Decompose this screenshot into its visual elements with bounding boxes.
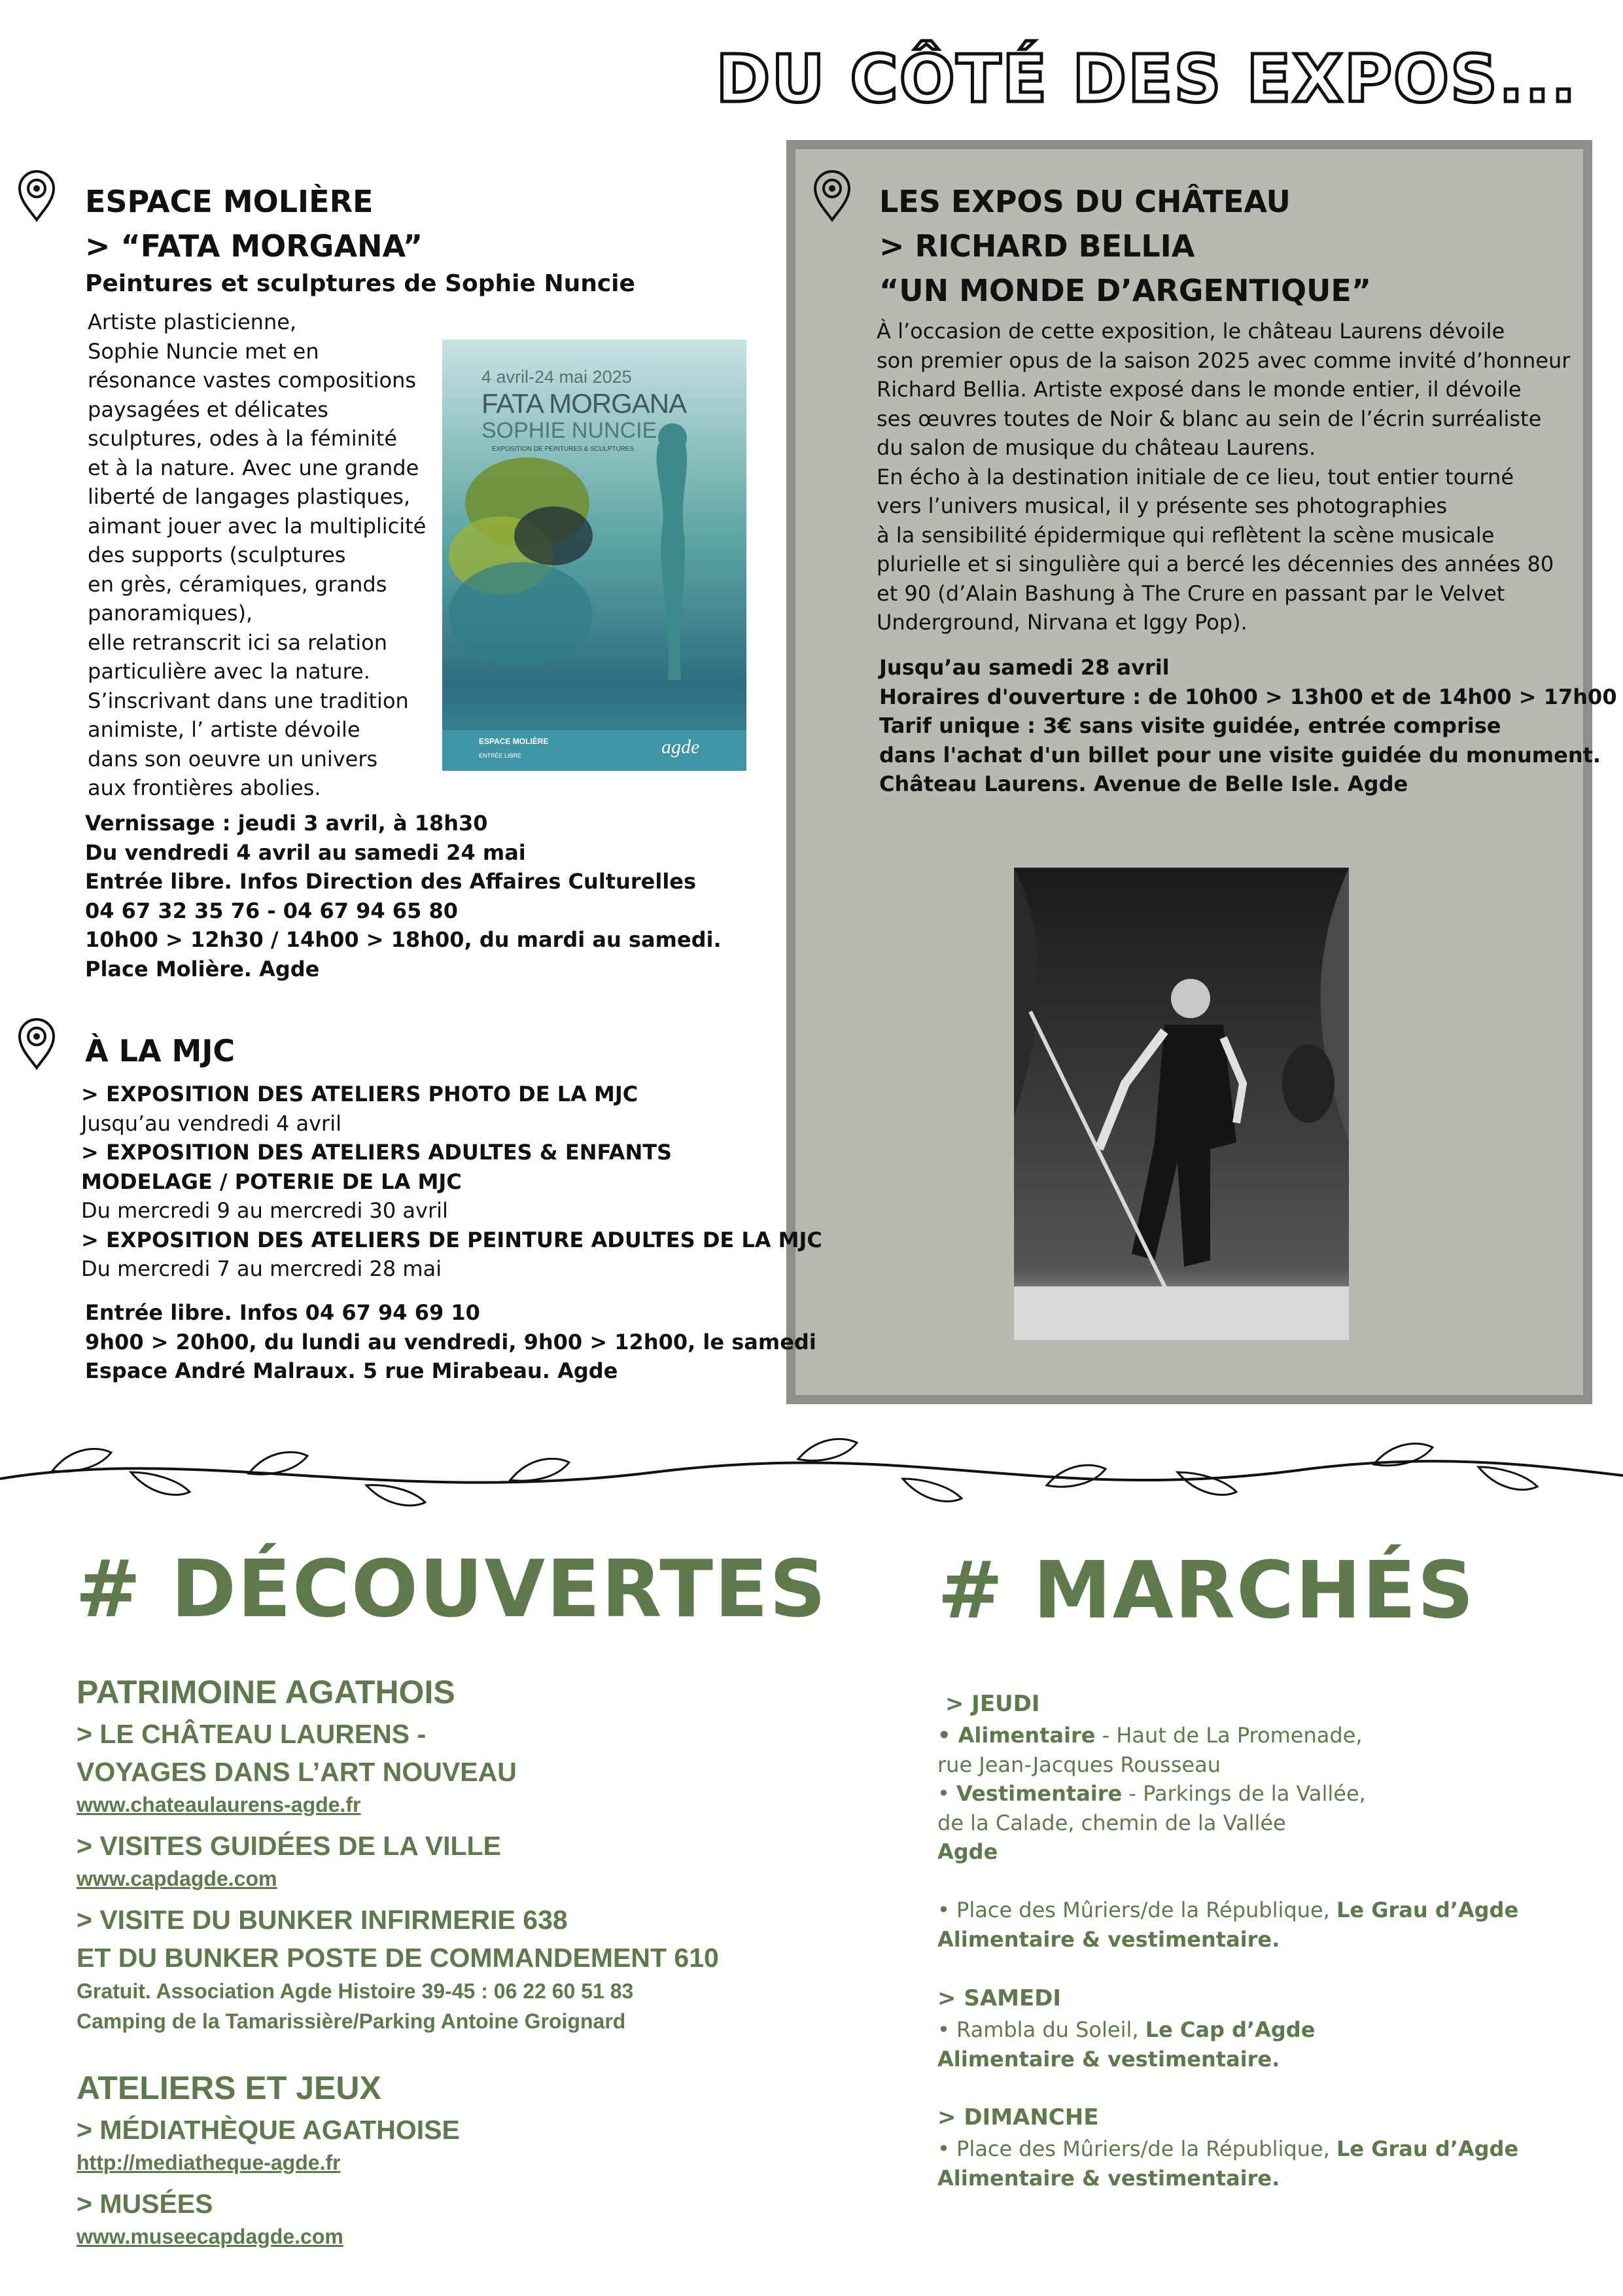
location-pin-icon <box>16 168 58 222</box>
page-title: DU CÔTÉ DES EXPOS... <box>716 41 1577 117</box>
description-line: Sophie Nuncie met en <box>88 338 319 364</box>
chateau-title <box>879 179 1371 313</box>
description-line: Richard Bellia. Artiste exposé dans le monde entier, il dévoile <box>877 377 1522 402</box>
poster-caption: EXPOSITION DE PEINTURES & SCULPTURES <box>492 446 635 453</box>
samedi-market-type: Alimentaire & vestimentaire. <box>937 2046 1280 2072</box>
description-line: aux frontières abolies. <box>88 775 321 800</box>
bullet: • <box>937 1723 958 1748</box>
chateau-laurens-item <box>77 1715 517 1791</box>
description-line: S’inscrivant dans une tradition <box>88 688 409 713</box>
mediatheque-link[interactable]: http://mediatheque-agde.fr <box>77 2151 341 2174</box>
info-line: Château Laurens. Avenue de Belle Isle. Agde <box>879 771 1408 796</box>
exhibition-title: MODELAGE / POTERIE DE LA MJC <box>81 1169 462 1194</box>
info-line: Vernissage : jeudi 3 avril, à 18h30 <box>85 811 488 836</box>
moliere-subtitle: Peintures et sculptures de Sophie Nuncie <box>85 270 635 297</box>
description-line: ses œuvres toutes de Noir & blanc au sein de l’écrin surréaliste <box>877 406 1542 431</box>
bunker-info-line1: Gratuit. Association Agde Histoire 39-45 : 06 22 60 51 83 <box>77 1979 634 2003</box>
chateau-title-line3: “UN MONDE D’ARGENTIQUE” <box>879 273 1372 308</box>
alimentaire-label: Alimentaire <box>958 1723 1096 1748</box>
dimanche-town: Le Grau d’Agde <box>1336 2136 1519 2161</box>
description-line: et à la nature. Avec une grande <box>88 455 419 480</box>
ateliers-heading: ATELIERS ET JEUX <box>77 2070 381 2106</box>
description-line: Artiste plasticienne, <box>88 309 297 334</box>
musees-link[interactable]: www.museecapdagde.com <box>77 2225 343 2248</box>
exhibition-title: > EXPOSITION DES ATELIERS DE PEINTURE ADULTES DE LA MJC <box>81 1227 822 1252</box>
info-line: Entrée libre. Infos Direction des Affaires Culturelles <box>85 869 697 894</box>
dimanche-place: • Place des Mûriers/de la République, <box>937 2136 1337 2161</box>
moliere-title <box>85 179 423 268</box>
chateau-info <box>879 653 1617 799</box>
moliere-info <box>85 809 722 983</box>
info-line: Place Molière. Agde <box>85 956 320 981</box>
description-line: résonance vastes compositions <box>88 368 417 393</box>
bunker-info <box>77 1976 633 2036</box>
samedi-heading: > SAMEDI <box>937 1985 1062 2011</box>
dimanche-market-type: Alimentaire & vestimentaire. <box>937 2165 1280 2191</box>
poster-dates: 4 avril-24 mai 2025 <box>481 367 632 387</box>
exhibition-dates: Jusqu’au vendredi 4 avril <box>81 1110 341 1136</box>
exhibition-title: > EXPOSITION DES ATELIERS ADULTES & ENFANTS <box>81 1140 672 1165</box>
info-line: 04 67 32 35 76 - 04 67 94 65 80 <box>85 898 458 923</box>
chateau-laurens-link[interactable]: www.chateaulaurens-agde.fr <box>77 1793 361 1816</box>
jeudi-heading: > JEUDI <box>937 1691 1040 1717</box>
vestimentaire-label: Vestimentaire <box>956 1781 1123 1806</box>
chateau-description <box>877 317 1570 637</box>
richard-bellia-photo <box>1014 868 1349 1340</box>
mjc-list <box>81 1080 822 1284</box>
samedi-item <box>937 2015 1315 2045</box>
description-line: des supports (sculptures <box>88 542 346 567</box>
patrimoine-heading: PATRIMOINE AGATHOIS <box>77 1674 455 1710</box>
visites-guidees-item: > VISITES GUIDÉES DE LA VILLE <box>77 1831 501 1861</box>
grau-market-type: Alimentaire & vestimentaire. <box>937 1926 1280 1952</box>
marches-heading: # MARCHÉS <box>937 1545 1475 1636</box>
description-line: aimant jouer avec la multiplicité <box>88 513 427 539</box>
jeudi-item-alimentaire <box>937 1721 1518 1750</box>
capdagde-link[interactable]: www.capdagde.com <box>77 1867 277 1890</box>
chateau-laurens-line2: VOYAGES DANS L’ART NOUVEAU <box>77 1757 517 1787</box>
chateau-title-line1: LES EXPOS DU CHÂTEAU <box>879 184 1291 219</box>
moliere-title-line2: > “FATA MORGANA” <box>85 228 423 264</box>
exhibition-title: > EXPOSITION DES ATELIERS PHOTO DE LA MJC <box>81 1082 638 1106</box>
description-line: et 90 (d’Alain Bashung à The Crure en passant par le Velvet <box>877 580 1505 606</box>
dimanche-heading: > DIMANCHE <box>937 2104 1099 2130</box>
chateau-title-line2: > RICHARD BELLIA <box>879 228 1195 264</box>
description-line: panoramiques), <box>88 601 253 626</box>
info-line: dans l'achat d'un billet pour une visite guidée du monument. <box>879 742 1601 768</box>
dimanche-item <box>937 2134 1518 2164</box>
mediatheque-item: > MÉDIATHÈQUE AGATHOISE <box>77 2115 460 2145</box>
poster-venue: ESPACE MOLIÈRE <box>479 737 549 746</box>
description-line: en grès, céramiques, grands <box>88 571 387 597</box>
description-line: plurielle et si singulière qui a bercé les décennies des années 80 <box>877 552 1554 576</box>
description-line: paysagées et délicates <box>88 397 328 422</box>
mjc-info <box>85 1298 816 1386</box>
jeudi-town: Agde <box>937 1839 998 1864</box>
jeudi-grau-item <box>937 1896 1518 1925</box>
description-line: animiste, l’ artiste dévoile <box>88 717 360 742</box>
description-line: du salon de musique du château Laurens. <box>877 435 1316 460</box>
moliere-title-line1: ESPACE MOLIÈRE <box>85 184 374 219</box>
location-pin-icon <box>16 1016 58 1070</box>
mjc-title: À LA MJC <box>85 1033 236 1069</box>
samedi-markets <box>937 2015 1315 2074</box>
poster-artist: SOPHIE NUNCIE <box>481 418 657 443</box>
grau-town: Le Grau d’Agde <box>1336 1898 1519 1922</box>
bunker-line1: > VISITE DU BUNKER INFIRMERIE 638 <box>77 1905 568 1935</box>
poster-title: FATA MORGANA <box>481 388 687 419</box>
exhibition-dates: Du mercredi 7 au mercredi 28 mai <box>81 1256 442 1281</box>
info-line: Tarif unique : 3€ sans visite guidée, entrée comprise <box>879 713 1501 738</box>
info-line: Jusqu’au samedi 28 avril <box>879 655 1170 680</box>
description-line: dans son oeuvre un univers <box>88 746 378 771</box>
description-line: son premier opus de la saison 2025 avec comme invité d’honneur <box>877 347 1571 373</box>
bunker-item <box>77 1901 719 1977</box>
info-line: 10h00 > 12h30 / 14h00 > 18h00, du mardi au samedi. <box>85 927 722 952</box>
decouvertes-heading: # DÉCOUVERTES <box>75 1544 828 1635</box>
rambla-place: • Rambla du Soleil, <box>937 2017 1145 2042</box>
bullet: • <box>937 1781 957 1806</box>
description-line: elle retranscrit ici sa relation <box>88 629 388 655</box>
info-line: Entrée libre. Infos 04 67 94 69 10 <box>85 1300 480 1325</box>
vestimentaire-location-line2: de la Calade, chemin de la Vallée <box>937 1810 1286 1835</box>
vine-divider <box>0 1433 1623 1518</box>
agde-logo: agde <box>661 736 700 758</box>
grau-place: • Place des Mûriers/de la République, <box>937 1898 1337 1922</box>
info-line: Horaires d'ouverture : de 10h00 > 13h00 et de 14h00 > 17h00 <box>879 684 1617 709</box>
dimanche-markets <box>937 2134 1518 2193</box>
description-line: Underground, Nirvana et Iggy Pop). <box>877 610 1248 635</box>
fata-morgana-poster <box>442 340 746 771</box>
alimentaire-location: - Haut de La Promenade, <box>1095 1723 1363 1748</box>
poster-entry: ENTRÉE LIBRE <box>479 752 522 759</box>
musees-item: > MUSÉES <box>77 2189 213 2219</box>
info-line: 9h00 > 20h00, du lundi au vendredi, 9h00 > 12h00, le samedi <box>85 1329 816 1354</box>
description-line: liberté de langages plastiques, <box>88 484 411 509</box>
cap-town: Le Cap d’Agde <box>1145 2017 1316 2042</box>
info-line: Du vendredi 4 avril au samedi 24 mai <box>85 839 526 865</box>
description-line: vers l’univers musical, il y présente ses photographies <box>877 493 1448 518</box>
info-line: Espace André Malraux. 5 rue Mirabeau. Agde <box>85 1358 618 1383</box>
chateau-laurens-line1: > LE CHÂTEAU LAURENS - <box>77 1719 427 1749</box>
bunker-line2: ET DU BUNKER POSTE DE COMMANDEMENT 610 <box>77 1943 719 1973</box>
description-line: sculptures, odes à la féminité <box>88 426 398 451</box>
moliere-description <box>88 308 426 803</box>
description-line: à la sensibilité épidermique qui reflètent la scène musicale <box>877 522 1495 548</box>
alimentaire-location-line2: rue Jean-Jacques Rousseau <box>937 1752 1221 1777</box>
exhibition-dates: Du mercredi 9 au mercredi 30 avril <box>81 1198 448 1223</box>
jeudi-item-vestimentaire <box>937 1779 1518 1809</box>
description-line: À l’occasion de cette exposition, le château Laurens dévoile <box>877 319 1505 344</box>
description-line: En écho à la destination initiale de ce lieu, tout entier tourné <box>877 464 1514 489</box>
jeudi-markets <box>937 1721 1518 1954</box>
description-line: particulière avec la nature. <box>88 659 370 684</box>
location-pin-icon <box>811 168 853 222</box>
vestimentaire-location: - Parkings de la Vallée, <box>1122 1781 1366 1806</box>
bunker-info-line2: Camping de la Tamarissière/Parking Antoine Groignard <box>77 2009 626 2033</box>
